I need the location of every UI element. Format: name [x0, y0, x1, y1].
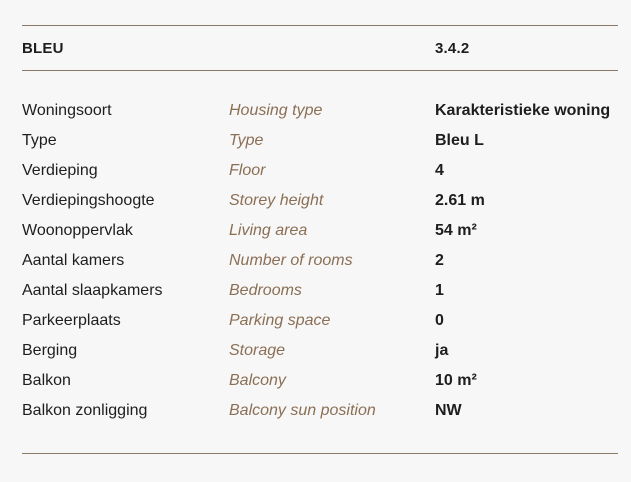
spec-value: 2 [435, 252, 444, 269]
spec-table [22, 96, 618, 426]
spec-row-number-of-rooms [22, 246, 618, 276]
spec-value: 1 [435, 282, 444, 299]
spec-row-type [22, 126, 618, 156]
spec-value: ja [435, 342, 449, 359]
spec-value: Karakteristieke woning [435, 102, 611, 119]
spec-header [22, 40, 618, 60]
english-label: Balcony [229, 372, 286, 389]
english-label: Housing type [229, 102, 323, 119]
header-divider [22, 70, 618, 71]
spec-row-floor [22, 156, 618, 186]
english-label: Storey height [229, 192, 324, 209]
spec-value: 54 m² [435, 222, 477, 239]
english-label: Bedrooms [229, 282, 302, 299]
spec-value: 4 [435, 162, 444, 179]
spec-row-parking-space [22, 306, 618, 336]
spec-value: Bleu L [435, 132, 484, 149]
dutch-label: Woonoppervlak [22, 222, 133, 239]
spec-row-living-area [22, 216, 618, 246]
spec-value: 2.61 m [435, 192, 485, 209]
english-label: Parking space [229, 312, 331, 329]
spec-row-storage [22, 336, 618, 366]
dutch-label: Verdiepingshoogte [22, 192, 155, 209]
bottom-divider [22, 453, 618, 454]
spec-row-bedrooms [22, 276, 618, 306]
spec-row-storey-height [22, 186, 618, 216]
building-name: BLEU [22, 40, 64, 57]
english-label: Type [229, 132, 264, 149]
spec-row-balcony [22, 366, 618, 396]
dutch-label: Woningsoort [22, 102, 112, 119]
english-label: Storage [229, 342, 286, 359]
dutch-label: Verdieping [22, 162, 98, 179]
english-label: Balcony sun position [229, 402, 376, 419]
english-label: Number of rooms [229, 252, 353, 269]
dutch-label: Aantal slaapkamers [22, 282, 163, 299]
spec-row-balcony-sun-position [22, 396, 618, 426]
unit-code: 3.4.2 [435, 40, 470, 57]
dutch-label: Parkeerplaats [22, 312, 121, 329]
spec-value: 0 [435, 312, 444, 329]
dutch-label: Balkon zonligging [22, 402, 148, 419]
top-divider [22, 25, 618, 26]
dutch-label: Balkon [22, 372, 71, 389]
english-label: Floor [229, 162, 266, 179]
english-label: Living area [229, 222, 308, 239]
spec-row-housing-type [22, 96, 618, 126]
dutch-label: Type [22, 132, 57, 149]
spec-value: NW [435, 402, 462, 419]
spec-value: 10 m² [435, 372, 477, 389]
dutch-label: Aantal kamers [22, 252, 125, 269]
dutch-label: Berging [22, 342, 78, 359]
